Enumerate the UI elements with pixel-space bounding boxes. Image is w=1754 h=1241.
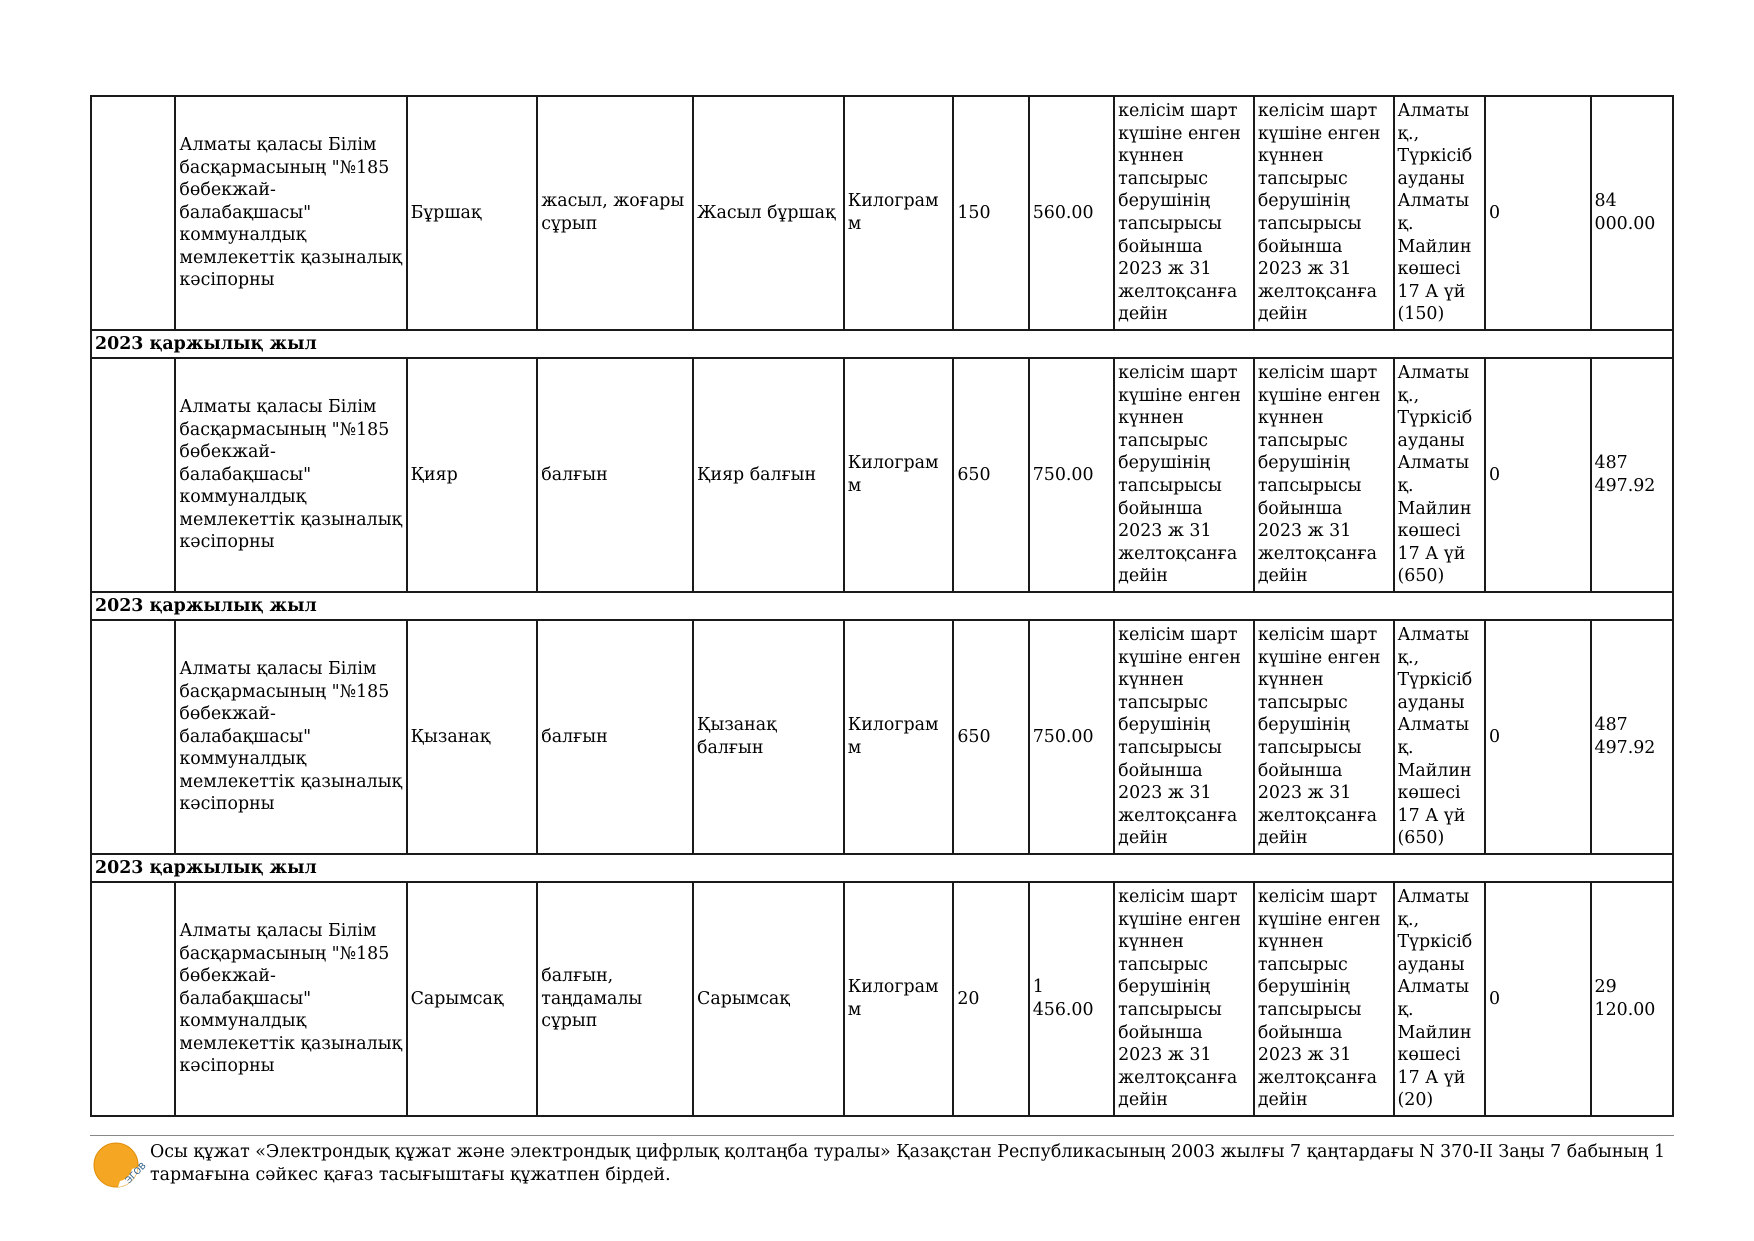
delivery-term-cell: келісім шарт күшіне енген күннен тапсырыс берушінің тапсырысы бойынша 2023 ж 31 желтоқсанға дейін (1114, 620, 1254, 854)
advance-cell: 0 (1485, 882, 1591, 1116)
characteristic-cell: балғын (537, 358, 693, 592)
table-row (91, 882, 1673, 1116)
customer-cell: Алматы қаласы Білім басқармасының "№185 бөбекжай-балабақшасы" коммуналдық мемлекеттік қазыналық кәсіпорны (175, 358, 406, 592)
additional-characteristic-cell: Қияр балғын (693, 358, 844, 592)
customer-cell: Алматы қаласы Білім басқармасының "№185 бөбекжай-балабақшасы" коммуналдық мемлекеттік қазыналық кәсіпорны (175, 96, 406, 330)
fiscal-year-row (91, 330, 1673, 358)
footer-legal-text: Осы құжат «Электрондық құжат және электрондық цифрлық қолтаңба туралы» Қазақстан Республикасының 2003 жылғы 7 қаңтардағы N 370-II Заңы 7 бабының 1 тармағына сәйкес қағаз тасығыштағы құжатпен бірдей. (150, 1142, 1666, 1185)
characteristic-cell: балғын, таңдамалы сұрып (537, 882, 693, 1116)
additional-characteristic-cell: Жасыл бұршақ (693, 96, 844, 330)
price-cell: 560.00 (1029, 96, 1114, 330)
fiscal-year-heading: 2023 қаржылық жыл (91, 592, 1673, 620)
delivery-term-cell-2: келісім шарт күшіне енген күннен тапсырыс берушінің тапсырысы бойынша 2023 ж 31 желтоқсанға дейін (1254, 358, 1394, 592)
egov-sun-logo-icon (92, 1141, 149, 1191)
row-number-cell (91, 882, 175, 1116)
footer-notice (92, 1141, 1672, 1191)
row-number-cell (91, 358, 175, 592)
customer-cell: Алматы қаласы Білім басқармасының "№185 бөбекжай-балабақшасы" коммуналдық мемлекеттік қазыналық кәсіпорны (175, 882, 406, 1116)
unit-cell: Килограмм (844, 882, 954, 1116)
sum-cell: 487 497.92 (1591, 358, 1674, 592)
delivery-place-cell: Алматы қ., Түркісіб ауданы Алматы қ. Майлин көшесі 17 А үй (650) (1394, 358, 1485, 592)
fiscal-year-row (91, 854, 1673, 882)
advance-cell: 0 (1485, 96, 1591, 330)
fiscal-year-heading: 2023 қаржылық жыл (91, 854, 1673, 882)
delivery-place-cell: Алматы қ., Түркісіб ауданы Алматы қ. Майлин көшесі 17 А үй (150) (1394, 96, 1485, 330)
quantity-cell: 20 (953, 882, 1028, 1116)
table-row (91, 96, 1673, 330)
item-name-cell: Қияр (407, 358, 538, 592)
delivery-term-cell: келісім шарт күшіне енген күннен тапсырыс берушінің тапсырысы бойынша 2023 ж 31 желтоқсанға дейін (1114, 96, 1254, 330)
characteristic-cell: жасыл, жоғары сұрып (537, 96, 693, 330)
price-cell: 1 456.00 (1029, 882, 1114, 1116)
unit-cell: Килограмм (844, 620, 954, 854)
advance-cell: 0 (1485, 620, 1591, 854)
delivery-term-cell-2: келісім шарт күшіне енген күннен тапсырыс берушінің тапсырысы бойынша 2023 ж 31 желтоқсанға дейін (1254, 882, 1394, 1116)
quantity-cell: 150 (953, 96, 1028, 330)
fiscal-year-heading: 2023 қаржылық жыл (91, 330, 1673, 358)
logo-lettering: ЭГОВ (123, 1161, 149, 1186)
sum-cell: 29 120.00 (1591, 882, 1674, 1116)
customer-cell: Алматы қаласы Білім басқармасының "№185 бөбекжай-балабақшасы" коммуналдық мемлекеттік қазыналық кәсіпорны (175, 620, 406, 854)
delivery-place-cell: Алматы қ., Түркісіб ауданы Алматы қ. Майлин көшесі 17 А үй (20) (1394, 882, 1485, 1116)
delivery-term-cell: келісім шарт күшіне енген күннен тапсырыс берушінің тапсырысы бойынша 2023 ж 31 желтоқсанға дейін (1114, 358, 1254, 592)
delivery-term-cell-2: келісім шарт күшіне енген күннен тапсырыс берушінің тапсырысы бойынша 2023 ж 31 желтоқсанға дейін (1254, 96, 1394, 330)
price-cell: 750.00 (1029, 620, 1114, 854)
item-name-cell: Бұршақ (407, 96, 538, 330)
delivery-place-cell: Алматы қ., Түркісіб ауданы Алматы қ. Майлин көшесі 17 А үй (650) (1394, 620, 1485, 854)
delivery-term-cell-2: келісім шарт күшіне енген күннен тапсырыс берушінің тапсырысы бойынша 2023 ж 31 желтоқсанға дейін (1254, 620, 1394, 854)
procurement-plan-table (90, 95, 1674, 1117)
unit-cell: Килограмм (844, 358, 954, 592)
row-number-cell (91, 96, 175, 330)
characteristic-cell: балғын (537, 620, 693, 854)
sum-cell: 487 497.92 (1591, 620, 1674, 854)
footer-divider (90, 1135, 1674, 1136)
price-cell: 750.00 (1029, 358, 1114, 592)
quantity-cell: 650 (953, 358, 1028, 592)
row-number-cell (91, 620, 175, 854)
additional-characteristic-cell: Қызанақ балғын (693, 620, 844, 854)
item-name-cell: Қызанақ (407, 620, 538, 854)
item-name-cell: Сарымсақ (407, 882, 538, 1116)
advance-cell: 0 (1485, 358, 1591, 592)
fiscal-year-row (91, 592, 1673, 620)
delivery-term-cell: келісім шарт күшіне енген күннен тапсырыс берушінің тапсырысы бойынша 2023 ж 31 желтоқсанға дейін (1114, 882, 1254, 1116)
quantity-cell: 650 (953, 620, 1028, 854)
sum-cell: 84 000.00 (1591, 96, 1674, 330)
table-row (91, 358, 1673, 592)
additional-characteristic-cell: Сарымсақ (693, 882, 844, 1116)
table-row (91, 620, 1673, 854)
unit-cell: Килограмм (844, 96, 954, 330)
